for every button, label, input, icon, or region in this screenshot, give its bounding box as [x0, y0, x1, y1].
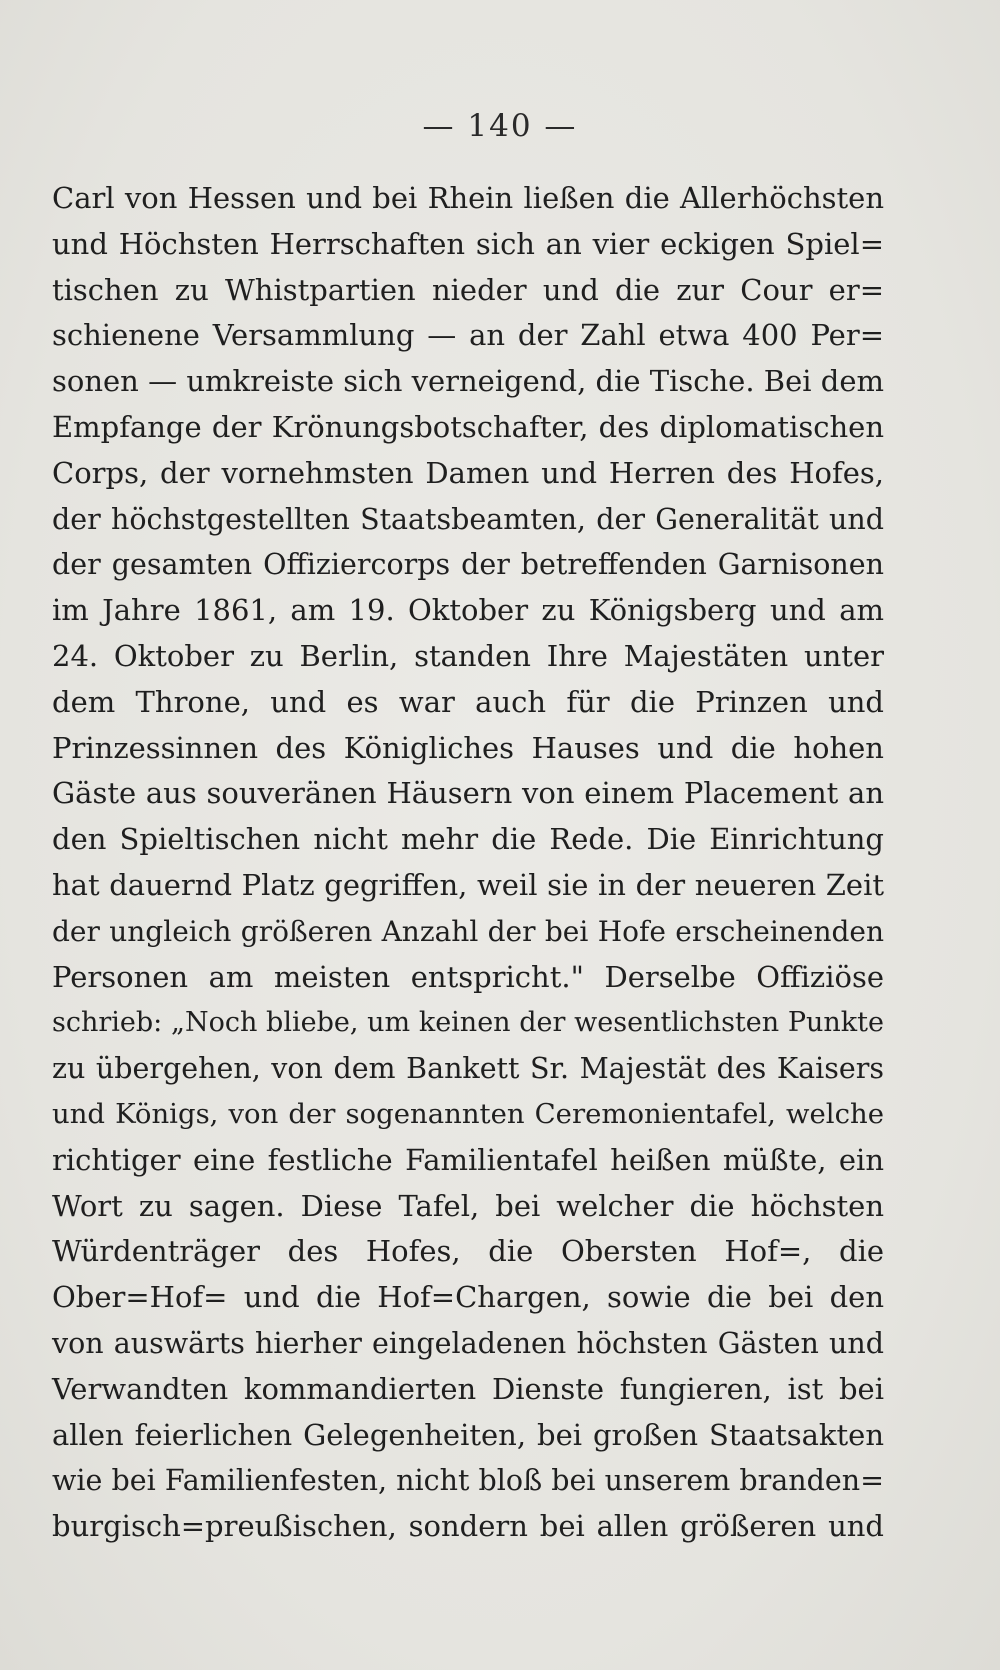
- text-line: wie bei Familienfesten, nicht bloß bei unserem branden=: [52, 1464, 884, 1498]
- text-line: zu übergehen, von dem Bankett Sr. Majestät des Kaisers: [52, 1052, 884, 1086]
- text-line: Gäste aus souveränen Häusern von einem Placement an: [52, 776, 884, 811]
- text-line: der ungleich größeren Anzahl der bei Hofe erscheinenden: [52, 914, 884, 948]
- text-line: schienene Versammlung — an der Zahl etwa 400 Per=: [52, 318, 884, 353]
- text-line: und Höchsten Herrschaften sich an vier eckigen Spiel=: [52, 226, 884, 261]
- text-line: dem Throne, und es war auch für die Prinzen und: [52, 684, 884, 719]
- text-line: Würdenträger des Hofes, die Obersten Hof=, die: [52, 1234, 884, 1269]
- text-line: 24. Oktober zu Berlin, standen Ihre Majestäten unter: [52, 638, 884, 673]
- text-line: und Königs, von der sogenannten Ceremonientafel, welche: [52, 1097, 884, 1130]
- text-line: Wort zu sagen. Diese Tafel, bei welcher die höchsten: [52, 1188, 884, 1223]
- text-line: Carl von Hessen und bei Rhein ließen die Allerhöchsten: [52, 181, 884, 215]
- text-line: der höchstgestellten Staatsbeamten, der Generalität und: [52, 502, 884, 536]
- text-line: Ober=Hof= und die Hof=Chargen, sowie die bei den: [52, 1280, 884, 1315]
- text-line: sonen — umkreiste sich verneigend, die Tische. Bei dem: [52, 364, 884, 399]
- text-line: tischen zu Whistpartien nieder und die zur Cour er=: [52, 272, 884, 307]
- text-line: richtiger eine festliche Familientafel heißen müßte, ein: [52, 1142, 884, 1177]
- text-line: den Spieltischen nicht mehr die Rede. Die Einrichtung: [52, 822, 884, 857]
- text-line: Corps, der vornehmsten Damen und Herren des Hofes,: [52, 455, 884, 490]
- text-line: Prinzessinnen des Königliches Hauses und die hohen: [52, 730, 884, 765]
- text-line: schrieb: „Noch bliebe, um keinen der wesentlichsten Punkte: [52, 1007, 884, 1039]
- text-line: hat dauernd Platz gegriffen, weil sie in der neueren Zeit: [52, 867, 884, 902]
- text-line: burgisch=preußischen, sondern bei allen größeren und: [52, 1509, 884, 1544]
- text-line: der gesamten Offiziercorps der betreffenden Garnisonen: [52, 548, 884, 582]
- text-line: im Jahre 1861, am 19. Oktober zu Königsberg und am: [52, 593, 884, 628]
- text-line: Empfange der Krönungsbotschafter, des diplomatischen: [52, 409, 884, 444]
- text-line: Verwandten kommandierten Dienste fungieren, ist bei: [52, 1371, 884, 1406]
- page-number: — 140 —: [422, 108, 578, 144]
- body-text: [52, 176, 884, 1550]
- text-line: Personen am meisten entspricht." Derselbe Offiziöse: [52, 959, 884, 994]
- text-line: von auswärts hierher eingeladenen höchsten Gästen und: [52, 1326, 884, 1360]
- text-line: allen feierlichen Gelegenheiten, bei großen Staatsakten: [52, 1417, 884, 1452]
